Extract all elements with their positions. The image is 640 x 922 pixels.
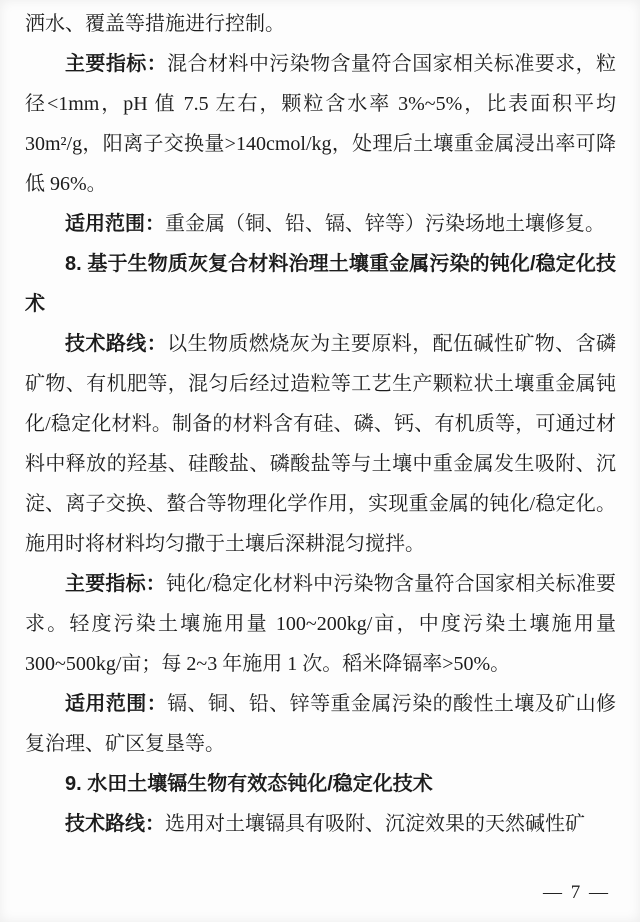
paragraph-label: 适用范围： <box>65 693 168 715</box>
paragraph-technical-route-2 <box>25 804 616 844</box>
paragraph-label: 主要指标： <box>65 573 167 595</box>
paragraph-main-indicators-2 <box>25 564 616 684</box>
paragraph-text: 重金属（铜、铅、镉、锌等）污染场地土壤修复。 <box>165 213 605 235</box>
paragraph-label: 适用范围： <box>65 213 165 235</box>
page-number: — 7 — <box>543 882 610 903</box>
paragraph-text: 混合材料中污染物含量符合国家相关标准要求，粒径<1mm，pH 值 7.5 左右，颗粒含水率 3%~5%，比表面积平均 30m²/g，阳离子交换量>140cmol/kg，处理后土壤重金属浸出率可降低 96%。 <box>25 53 617 195</box>
heading-text: 8. 基于生物质灰复合材料治理土壤重金属污染的钝化/稳定化技术 <box>25 253 616 315</box>
paragraph-text: 洒水、覆盖等措施进行控制。 <box>25 13 285 35</box>
section-heading-9 <box>25 764 616 804</box>
paragraph-applicable-scope-2 <box>25 684 616 764</box>
paragraph-text: 钝化/稳定化材料中污染物含量符合国家相关标准要求。轻度污染土壤施用量 100~200kg/亩，中度污染土壤施用量 300~500kg/亩；每 2~3 年施用 1 次。稻米降镉率>50%。 <box>25 573 617 675</box>
paragraph-label: 技术路线： <box>65 813 165 835</box>
paragraph-text: 镉、铜、铅、锌等重金属污染的酸性土壤及矿山修复治理、矿区复垦等。 <box>25 693 617 755</box>
paragraph-technical-route-1 <box>25 324 616 564</box>
heading-text: 9. 水田土壤镉生物有效态钝化/稳定化技术 <box>65 773 433 795</box>
section-heading-8 <box>25 244 616 324</box>
paragraph-applicable-scope-1 <box>25 204 616 244</box>
paragraph-label: 技术路线： <box>65 333 168 355</box>
paragraph-label: 主要指标： <box>65 53 168 75</box>
paragraph-continuation <box>25 4 616 44</box>
paragraph-main-indicators-1 <box>25 44 616 204</box>
paragraph-text: 选用对土壤镉具有吸附、沉淀效果的天然碱性矿 <box>165 813 585 835</box>
paragraph-text: 以生物质燃烧灰为主要原料，配伍碱性矿物、含磷矿物、有机肥等，混匀后经过造粒等工艺生产颗粒状土壤重金属钝化/稳定化材料。制备的材料含有硅、磷、钙、有机质等，可通过材料中释放的羟基、硅酸盐、磷酸盐等与土壤中重金属发生吸附、沉淀、离子交换、螯合等物理化学作用，实现重金属的钝化/稳定化。施用时将材料均匀撒于土壤后深耕混匀搅拌。 <box>25 333 617 555</box>
